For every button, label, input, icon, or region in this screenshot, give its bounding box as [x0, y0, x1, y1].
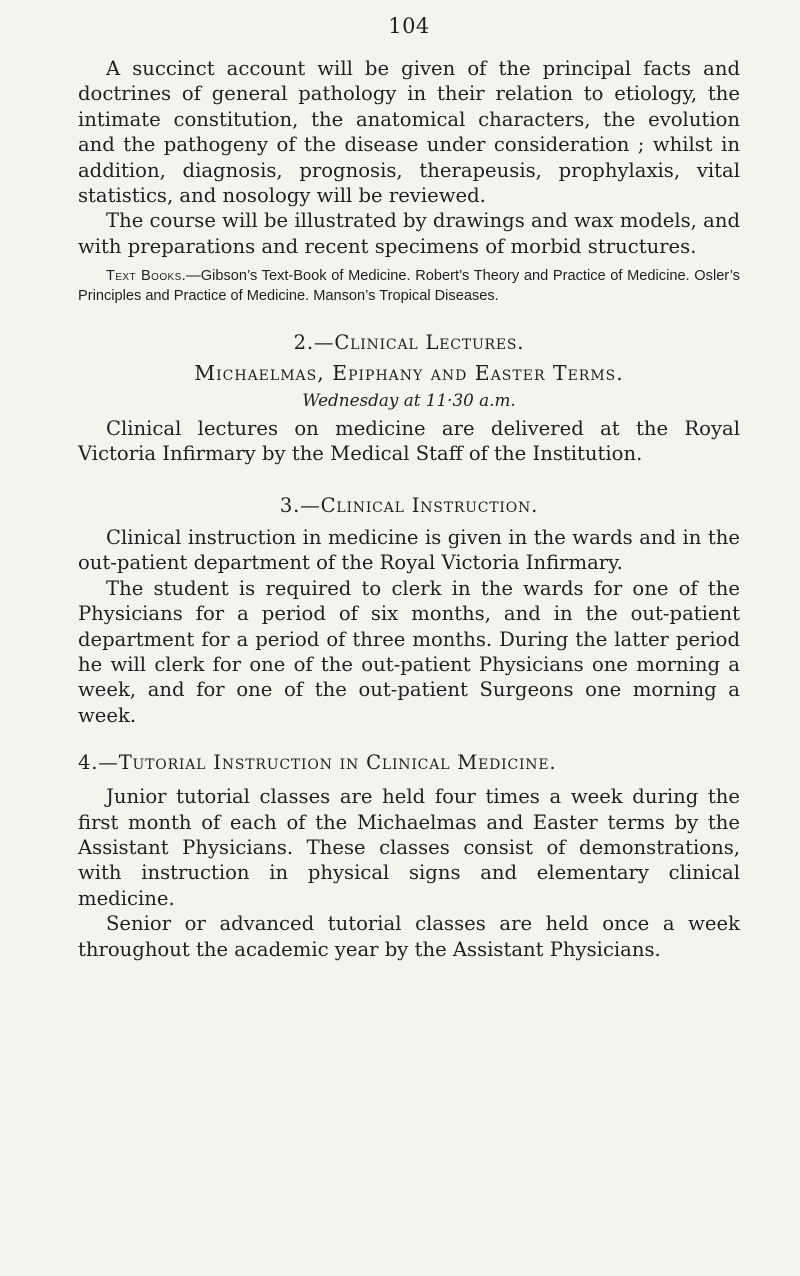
- section-4-paragraph-2: Senior or advanced tutorial classes are held once a week throughout the academic year by the Assistant Physicians.: [78, 912, 740, 961]
- section-2-text: Clinical lectures on medicine are delivered at the Royal Victoria Infirmary by the Medical Staff of the Institution.: [78, 417, 740, 466]
- text-books-label: Text Books.: [106, 268, 187, 285]
- page-number: 104: [388, 14, 430, 38]
- paragraph-pathology: A succinct account will be given of the principal facts and doctrines of general pathology in their relation to etiology, the intimate constitution, the anatomical characters, the evolution and the pathogeny of the disease under consideration ; whilst in addition, diagnosis, prognosis, therapeusis, prophylaxis, vital statistics, and nosology will be reviewed.: [78, 57, 740, 208]
- text-books-list: —Gibson’s Text-Book of Medicine. Robert’s Theory and Practice of Medicine. Osler’s Principles and Practice of Medicine. Manson’s Tropical Diseases.: [78, 268, 740, 304]
- text-books-note: [78, 267, 740, 306]
- section-2-time: Wednesday at 11·30 a.m.: [302, 390, 516, 411]
- paragraph-course: The course will be illustrated by drawings and wax models, and with preparations and recent specimens of morbid structures.: [78, 209, 740, 258]
- section-3-paragraph-2: The student is required to clerk in the wards for one of the Physicians for a period of six months, and in the out-patient department for a period of three months. During the latter period he will clerk for one of the out-patient Physicians one morning a week, and for one of the out-patient Surgeons one morning a week.: [78, 576, 740, 727]
- section-2-heading: 2.—Clinical Lectures.: [293, 331, 525, 355]
- book-page: [78, 0, 740, 1276]
- section-3-paragraph-1: Clinical instruction in medicine is given in the wards and in the out-patient department of the Royal Victoria Infirmary.: [78, 525, 740, 575]
- section-4-paragraph-1: Junior tutorial classes are held four times a week during the first month of each of the Michaelmas and Easter terms by the Assistant Physicians. These classes consist of demonstrations, with instruction in physical signs and elementary clinical medicine.: [78, 785, 740, 910]
- section-3-heading: 3.—Clinical Instruction.: [279, 493, 539, 517]
- page-content: [78, 56, 740, 962]
- section-2-terms: Michaelmas, Epiphany and Easter Terms.: [194, 361, 624, 386]
- section-4-heading: 4.—Tutorial Instruction in Clinical Medicine.: [78, 751, 557, 775]
